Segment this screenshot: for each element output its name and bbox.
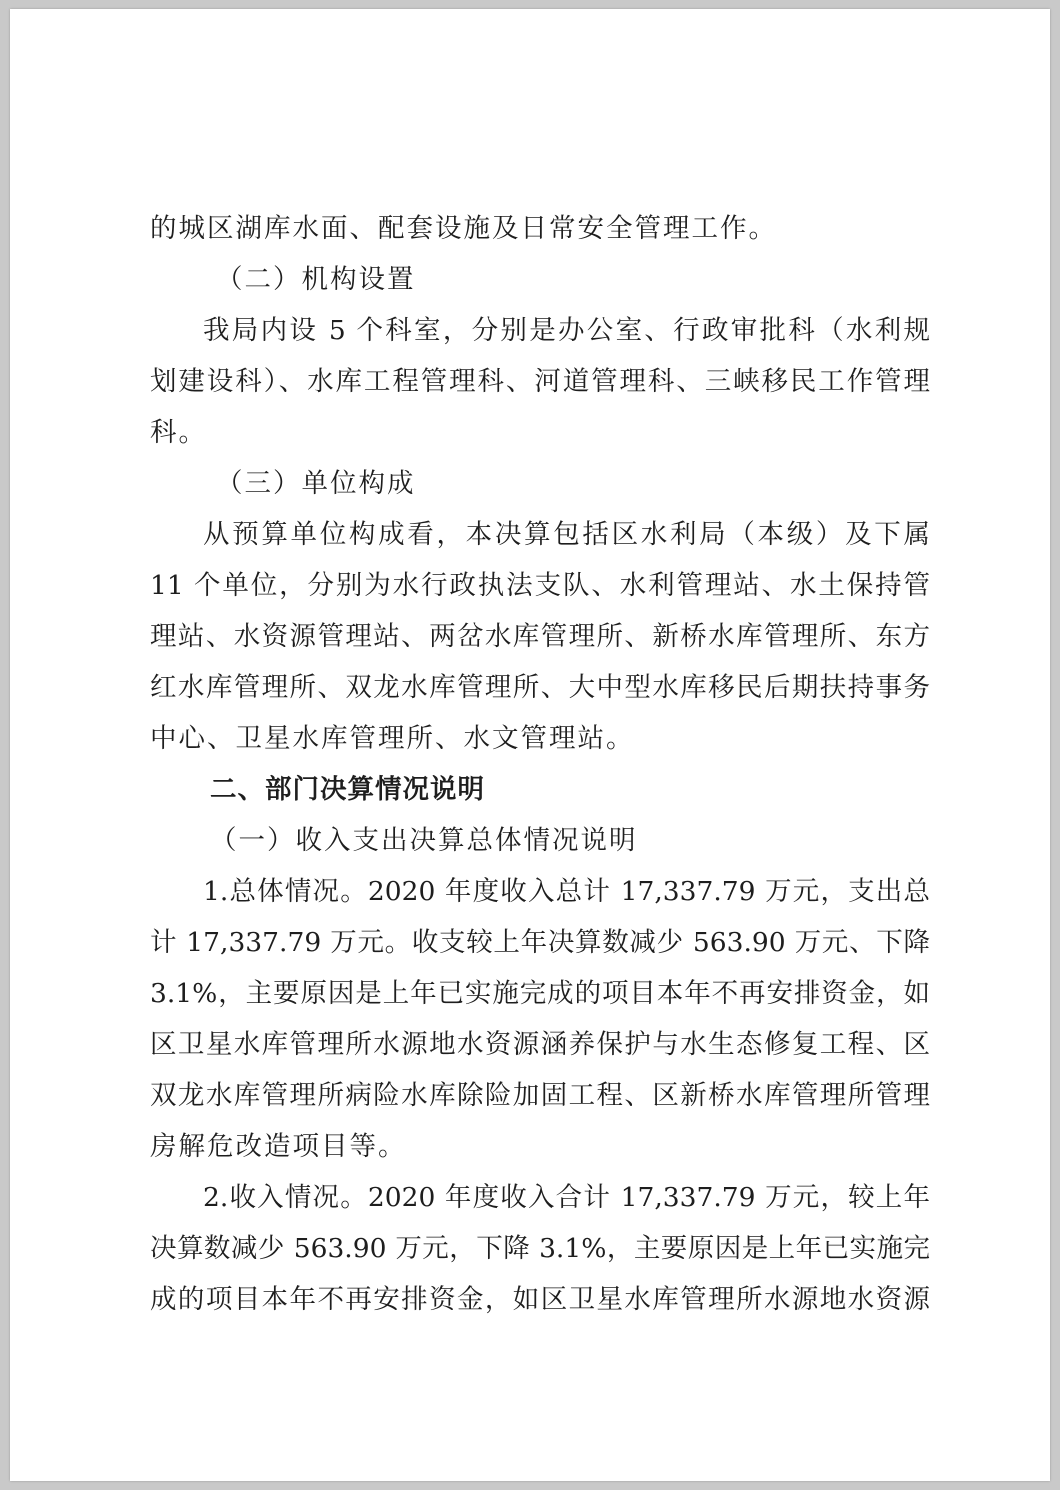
document-body bbox=[150, 203, 930, 1325]
paragraph-line: 3.1%，主要原因是上年已实施完成的项目本年不再安排资金，如 bbox=[150, 978, 930, 1009]
paragraph-line: 理站、水资源管理站、两岔水库管理所、新桥水库管理所、东方 bbox=[150, 621, 930, 652]
paragraph-line: 决算数减少 563.90 万元，下降 3.1%，主要原因是上年已实施完 bbox=[150, 1233, 930, 1264]
paragraph-line: 科。 bbox=[150, 417, 207, 448]
paragraph-line: 中心、卫星水库管理所、水文管理站。 bbox=[150, 723, 635, 754]
paragraph-line: 计 17,337.79 万元。收支较上年决算数减少 563.90 万元、下降 bbox=[150, 927, 930, 958]
paragraph-line: 11 个单位，分别为水行政执法支队、水利管理站、水土保持管 bbox=[150, 570, 930, 601]
paragraph-line: 双龙水库管理所病险水库除险加固工程、区新桥水库管理所管理 bbox=[150, 1080, 930, 1111]
paragraph-line: 红水库管理所、双龙水库管理所、大中型水库移民后期扶持事务 bbox=[150, 672, 930, 703]
paragraph-line: 区卫星水库管理所水源地水资源涵养保护与水生态修复工程、区 bbox=[150, 1029, 930, 1060]
paragraph-line: 2.收入情况。2020 年度收入合计 17,337.79 万元，较上年 bbox=[203, 1182, 930, 1213]
subheading-unit-composition: （三）单位构成 bbox=[216, 468, 416, 499]
paragraph-line: 我局内设 5 个科室，分别是办公室、行政审批科（水利规 bbox=[203, 315, 930, 346]
paragraph-line: 成的项目本年不再安排资金，如区卫星水库管理所水源地水资源 bbox=[150, 1284, 930, 1315]
subheading-income-expenditure: （一）收入支出决算总体情况说明 bbox=[210, 825, 638, 856]
paragraph-line: 从预算单位构成看，本决算包括区水利局（本级）及下属 bbox=[203, 519, 930, 550]
paragraph-line: 1.总体情况。2020 年度收入总计 17,337.79 万元，支出总 bbox=[203, 876, 930, 907]
paragraph-line: 划建设科）、水库工程管理科、河道管理科、三峡移民工作管理 bbox=[150, 366, 930, 397]
section-heading-final-accounts: 二、部门决算情况说明 bbox=[210, 774, 485, 805]
document-page bbox=[10, 9, 1050, 1481]
paragraph-line: 的城区湖库水面、配套设施及日常安全管理工作。 bbox=[150, 213, 777, 244]
subheading-organization: （二）机构设置 bbox=[216, 264, 416, 295]
paragraph-line: 房解危改造项目等。 bbox=[150, 1131, 407, 1162]
